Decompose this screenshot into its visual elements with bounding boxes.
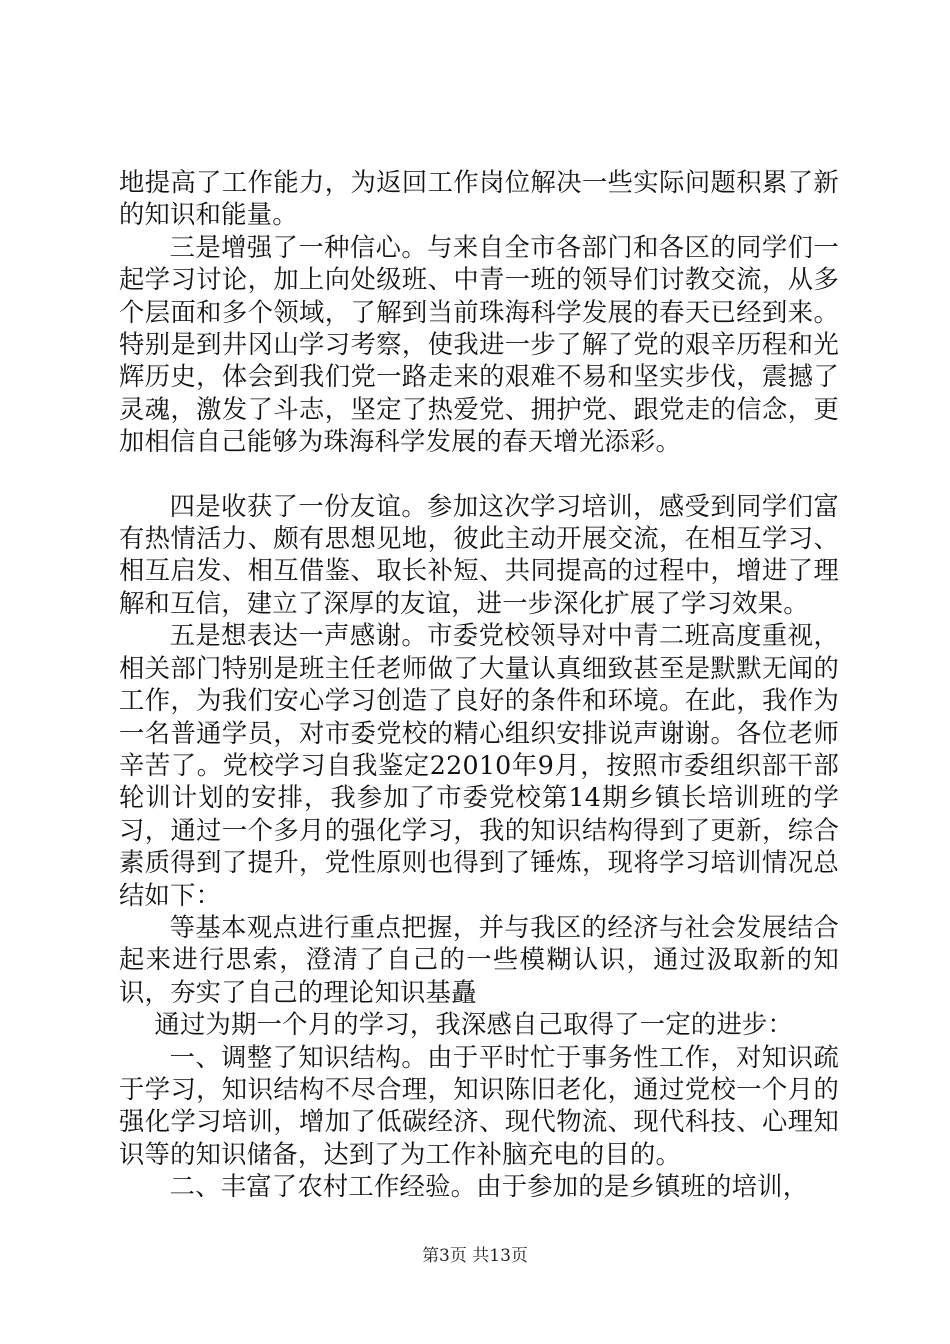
paragraph-rural-experience: 二、丰富了农村工作经验。由于参加的是乡镇班的培训， xyxy=(169,1172,809,1202)
paragraph-knowledge-structure: 一、调整了知识结构。由于平时忙于事务性工作，对知识疏于学习，知识结构不尽合理，知识陈旧老化，通过党校一个月的强化学习培训，增加了低碳经济、现代物流、现代科技、心理知识等的知识储备，达到了为工作补脑充电的目的。 xyxy=(119,1042,839,1169)
paragraph-basic-views: 等基本观点进行重点把握，并与我区的经济与社会发展结合起来进行思索，澄清了自己的一些模糊认识，通过汲取新的知识，夯实了自己的理论知识基矗 xyxy=(119,912,839,1007)
page-footer: 第3页 共13页 xyxy=(422,1246,528,1266)
paragraph-friendship: 四是收获了一份友谊。参加这次学习培训，感受到同学们富有热情活力、颇有思想见地，彼此主动开展交流，在相互学习、相互启发、相互借鉴、取长补短、共同提高的过程中，增进了理解和互信，建立了深厚的友谊，进一步深化扩展了学习效果。 xyxy=(119,491,839,618)
document-body xyxy=(119,167,839,1204)
paragraph-confidence: 三是增强了一种信心。与来自全市各部门和各区的同学们一起学习讨论，加上向处级班、中青一班的领导们讨教交流，从多个层面和多个领域，了解到当前珠海科学发展的春天已经到来。特别是到井冈山学习考察，使我进一步了解了党的艰辛历程和光辉历史，体会到我们党一路走来的艰难不易和坚实步伐，震撼了灵魂，激发了斗志，坚定了热爱党、拥护党、跟党走的信念，更加相信自己能够为珠海科学发展的春天增光添彩。 xyxy=(119,232,839,457)
paragraph-thanks: 五是想表达一声感谢。市委党校领导对中青二班高度重视，相关部门特别是班主任老师做了大量认真细致甚至是默默无闻的工作，为我们安心学习创造了良好的条件和环境。在此，我作为一名普通学员，对市委党校的精心组织安排说声谢谢。各位老师辛苦了。党校学习自我鉴定22010年9月，按照市委组织部干部轮训计划的安排，我参加了市委党校第14期乡镇长培训班的学习，通过一个多月的强化学习，我的知识结构得到了更新，综合素质得到了提升，党性原则也得到了锤炼，现将学习培训情况总结如下： xyxy=(119,621,839,910)
paragraph-gap xyxy=(119,459,839,491)
paragraph-continuation: 地提高了工作能力，为返回工作岗位解决一些实际问题积累了新的知识和能量。 xyxy=(119,168,839,230)
paragraph-progress-intro: 通过为期一个月的学习，我深感自己取得了一定的进步： xyxy=(154,1010,794,1040)
